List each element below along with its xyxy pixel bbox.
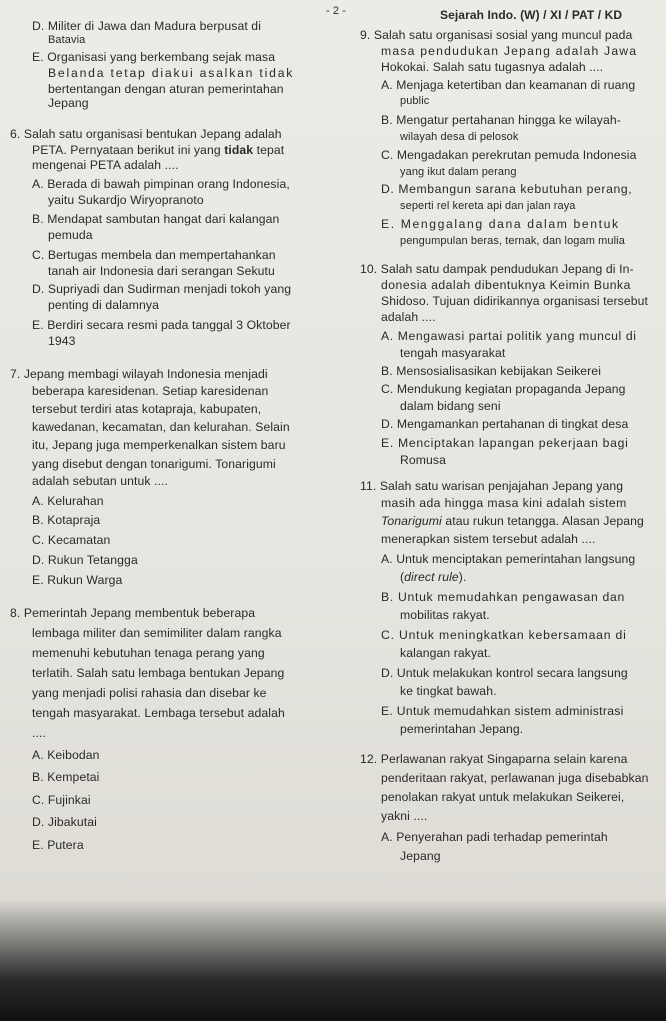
q11-stem-line3: Tonarigumi atau rukun tetangga. Alasan Jepang bbox=[381, 514, 644, 528]
q8-option-b: B. Kempetai bbox=[32, 770, 100, 784]
q9-option-e-line2: pengumpulan beras, ternak, dan logam mulia bbox=[400, 235, 625, 247]
q7-stem-line1: 7. Jepang membagi wilayah Indonesia menjadi bbox=[10, 367, 268, 381]
q8-stem-line2: lembaga militer dan semimiliter dalam rangka bbox=[32, 626, 282, 640]
q12-option-a-line1: A. Penyerahan padi terhadap pemerintah bbox=[381, 830, 608, 844]
q6-option-b-line1: B. Mendapat sambutan hangat dari kalangan bbox=[32, 212, 280, 226]
q10-stem-line4: adalah .... bbox=[381, 310, 436, 324]
q10-option-c-line1: C. Mendukung kegiatan propaganda Jepang bbox=[381, 382, 626, 396]
q8-option-e: E. Putera bbox=[32, 838, 84, 852]
q11-option-b-line2: mobilitas rakyat. bbox=[400, 608, 490, 622]
q10-option-e-line2: Romusa bbox=[400, 453, 446, 467]
q11-option-a-line1: A. Untuk menciptakan pemerintahan langsung bbox=[381, 552, 636, 566]
q8-stem-line6: tengah masyarakat. Lembaga tersebut adalah bbox=[32, 706, 285, 720]
q10-option-e-line1: E. Menciptakan lapangan pekerjaan bagi bbox=[381, 436, 629, 450]
q7-stem-line2: beberapa karesidenan. Setiap karesidenan bbox=[32, 384, 269, 398]
q8-stem-line4: terlatih. Salah satu lembaga bentukan Jepang bbox=[32, 666, 285, 680]
q7-stem-line4: kawedanan, kecamatan, dan kelurahan. Selain bbox=[32, 420, 290, 434]
q8-stem-line3: memenuhi kebutuhan tenaga perang yang bbox=[32, 646, 265, 660]
q10-option-d: D. Mengamankan pertahanan di tingkat desa bbox=[381, 417, 629, 431]
q10-option-a-line1: A. Mengawasi partai politik yang muncul di bbox=[381, 329, 637, 343]
q7-stem-line3: tersebut terdiri atas kotapraja, kabupaten, bbox=[32, 402, 262, 416]
q6-stem-line3: mengenai PETA adalah .... bbox=[32, 158, 179, 172]
q6-stem-line1: 6. Salah satu organisasi bentukan Jepang adalah bbox=[10, 127, 282, 141]
q9-stem-line2: masa pendudukan Jepang adalah Jawa bbox=[381, 44, 638, 58]
q10-stem-line3: Shidoso. Tujuan didirikannya organisasi tersebut bbox=[381, 294, 648, 308]
q9-stem-line1: 9. Salah satu organisasi sosial yang muncul pada bbox=[360, 28, 633, 42]
q12-stem-line2: penderitaan rakyat, perlawanan juga disebabkan bbox=[381, 771, 649, 785]
q10-stem-line1: 10. Salah satu dampak pendudukan Jepang di In- bbox=[360, 262, 634, 276]
q8-option-c: C. Fujinkai bbox=[32, 793, 91, 807]
q10-option-c-line2: dalam bidang seni bbox=[400, 399, 501, 413]
q12-option-a-line2: Jepang bbox=[400, 849, 441, 863]
q9-option-b-line2: wilayah desa di pelosok bbox=[400, 131, 519, 143]
q9-option-c-line2: yang ikut dalam perang bbox=[400, 166, 517, 178]
q7-option-d: D. Rukun Tetangga bbox=[32, 553, 138, 567]
q6-option-e-line1: E. Berdiri secara resmi pada tanggal 3 Oktober bbox=[32, 318, 291, 332]
q11-option-b-line1: B. Untuk memudahkan pengawasan dan bbox=[381, 590, 625, 604]
q5-option-e-line4: Jepang bbox=[48, 96, 89, 110]
q7-option-c: C. Kecamatan bbox=[32, 533, 111, 547]
q9-option-b-line1: B. Mengatur pertahanan hingga ke wilayah- bbox=[381, 113, 621, 127]
q8-stem-line7: .... bbox=[32, 726, 46, 740]
q6-option-b-line2: pemuda bbox=[48, 228, 93, 242]
q9-option-c-line1: C. Mengadakan perekrutan pemuda Indonesia bbox=[381, 148, 637, 162]
q10-option-b: B. Mensosialisasikan kebijakan Seikerei bbox=[381, 364, 601, 378]
q6-option-c-line1: C. Bertugas membela dan mempertahankan bbox=[32, 248, 276, 262]
q10-option-a-line2: tengah masyarakat bbox=[400, 346, 506, 360]
q6-option-d-line2: penting di dalamnya bbox=[48, 298, 159, 312]
q5-option-d-line1: D. Militer di Jawa dan Madura berpusat di bbox=[32, 19, 261, 33]
q9-option-a-line1: A. Menjaga ketertiban dan keamanan di ruang bbox=[381, 78, 636, 92]
q7-option-a: A. Kelurahan bbox=[32, 494, 104, 508]
q12-stem-line1: 12. Perlawanan rakyat Singaparna selain karena bbox=[360, 752, 628, 766]
q5-option-e-line2: Belanda tetap diakui asalkan tidak bbox=[48, 66, 295, 80]
q7-option-e: E. Rukun Warga bbox=[32, 573, 123, 587]
q11-stem-line1: 11. Salah satu warisan penjajahan Jepang yang bbox=[360, 479, 624, 493]
q11-option-c-line2: kalangan rakyat. bbox=[400, 646, 492, 660]
q11-option-e-line2: pemerintahan Jepang. bbox=[400, 722, 524, 736]
q9-option-a-line2: public bbox=[400, 95, 430, 107]
q9-stem-line3: Hokokai. Salah satu tugasnya adalah .... bbox=[381, 60, 604, 74]
q5-option-e-line1: E. Organisasi yang berkembang sejak masa bbox=[32, 50, 276, 64]
q7-stem-line6: yang disebut dengan tonarigumi. Tonarigumi bbox=[32, 457, 276, 471]
q8-stem-line1: 8. Pemerintah Jepang membentuk beberapa bbox=[10, 606, 256, 620]
q8-stem-line5: yang menjadi polisi rahasia dan disebar ke bbox=[32, 686, 267, 700]
q9-option-d-line2: seperti rel kereta api dan jalan raya bbox=[400, 200, 576, 212]
q11-option-d-line2: ke tingkat bawah. bbox=[400, 684, 497, 698]
q7-stem-line7: adalah sebutan untuk .... bbox=[32, 474, 168, 488]
q6-option-a-line1: A. Berada di bawah pimpinan orang Indonesia, bbox=[32, 177, 290, 191]
q11-option-a-line2: (direct rule). bbox=[400, 570, 467, 584]
q6-option-a-line2: yaitu Sukardjo Wiryopranoto bbox=[48, 193, 204, 207]
exam-title: Sejarah Indo. (W) / XI / PAT / KD bbox=[440, 8, 623, 22]
q10-stem-line2: donesia adalah dibentuknya Keimin Bunka bbox=[381, 278, 631, 292]
q11-stem-line2: masih ada hingga masa kini adalah sistem bbox=[381, 496, 627, 510]
q6-option-c-line2: tanah air Indonesia dari serangan Sekutu bbox=[48, 264, 275, 278]
page-number: - 2 - bbox=[326, 5, 347, 17]
q6-option-d-line1: D. Supriyadi dan Sudirman menjadi tokoh yang bbox=[32, 282, 292, 296]
q8-option-d: D. Jibakutai bbox=[32, 815, 97, 829]
q7-stem-line5: itu, Jepang juga memperkenalkan sistem baru bbox=[32, 438, 286, 452]
q12-stem-line3: penolakan rakyat untuk melakukan Seikerei, bbox=[381, 790, 625, 804]
q9-option-d-line1: D. Membangun sarana kebutuhan perang, bbox=[381, 182, 633, 196]
q11-stem-line4: menerapkan sistem tersebut adalah .... bbox=[381, 532, 596, 546]
q11-option-d-line1: D. Untuk melakukan kontrol secara langsung bbox=[381, 666, 628, 680]
q11-option-c-line1: C. Untuk meningkatkan kebersamaan di bbox=[381, 628, 627, 642]
q8-option-a: A. Keibodan bbox=[32, 748, 100, 762]
q12-stem-line4: yakni .... bbox=[381, 809, 428, 823]
q7-option-b: B. Kotapraja bbox=[32, 513, 101, 527]
q6-stem-line2: PETA. Pernyataan berikut ini yang tidak tepat bbox=[32, 143, 285, 157]
q9-option-e-line1: E. Menggalang dana dalam bentuk bbox=[381, 217, 620, 231]
q5-option-e-line3: bertentangan dengan aturan pemerintahan bbox=[48, 82, 284, 96]
q5-option-d-line2: Batavia bbox=[48, 34, 86, 46]
q6-option-e-line2: 1943 bbox=[48, 334, 76, 348]
q11-option-e-line1: E. Untuk memudahkan sistem administrasi bbox=[381, 704, 624, 718]
